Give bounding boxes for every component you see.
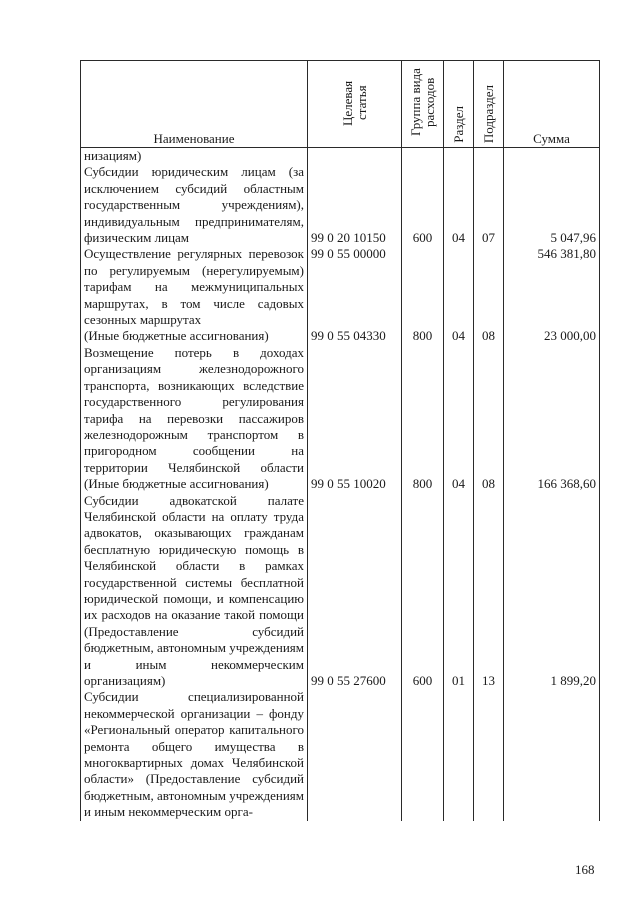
row-subsection: 13 <box>474 493 504 690</box>
row-sum: 166 368,60 <box>504 345 600 493</box>
row-sum: 23 000,00 <box>504 328 600 344</box>
row-subsection: 08 <box>474 328 504 344</box>
row-subsection: 08 <box>474 345 504 493</box>
row-section: 04 <box>444 345 474 493</box>
header-expense-group <box>402 61 444 148</box>
table-row <box>81 689 600 820</box>
row-name: (Иные бюджетные ассигнования) <box>81 328 308 344</box>
table-row <box>81 493 600 690</box>
row-name: Субсидии адвокатской палате Челябинской области на оплату труда адвокатов, оказывающих гражданам бесплатную юридическую помощь в Челябинской области в рамках государственной системы бесплатной юридической помощи, и компенсацию их расходов на оказание такой помощи (Предоставление субсидий бюджетным, автономным учреждениям и иным некоммерческим организациям) <box>81 493 308 690</box>
row-sum: 1 899,20 <box>504 493 600 690</box>
header-target-article <box>308 61 402 148</box>
row-code: 99 0 55 00000 <box>308 246 402 328</box>
row-sum <box>504 689 600 820</box>
table-row <box>81 246 600 328</box>
header-subsection <box>474 61 504 148</box>
table-row <box>81 148 600 247</box>
budget-table <box>80 60 600 821</box>
page-number: 168 <box>575 862 595 877</box>
header-name: Наименование <box>81 61 308 148</box>
header-target-article-text: Целевая статья <box>339 80 369 126</box>
row-group: 800 <box>402 328 444 344</box>
row-section: 04 <box>444 148 474 247</box>
row-code: 99 0 55 04330 <box>308 328 402 344</box>
row-subsection: 07 <box>474 148 504 247</box>
row-code: 99 0 55 27600 <box>308 493 402 690</box>
row-section <box>444 689 474 820</box>
header-sum: Сумма <box>504 61 600 148</box>
row-code <box>308 689 402 820</box>
table-row <box>81 328 600 344</box>
row-sum: 5 047,96 <box>504 148 600 247</box>
header-subsection-text: Подраздел <box>480 84 496 143</box>
header-section-text: Раздел <box>450 106 466 143</box>
row-name: Возмещение потерь в доходах организациям железнодорожного транспорта, возникающих вследствие государственного регулирования тарифа на перевозки пассажиров железнодорожным транспортом в пригородном сообщении на территории Челябинской области (Иные бюджетные ассигнования) <box>81 345 308 493</box>
row-subsection <box>474 246 504 328</box>
table-row <box>81 345 600 493</box>
table-header-row <box>81 61 600 148</box>
row-code: 99 0 55 10020 <box>308 345 402 493</box>
row-name: Субсидии специализированной некоммерческой организации – фонду «Региональный оператор капитального ремонта общего имущества в многоквартирных домах Челябинской области» (Предоставление субсидий бюджетным, автономным учреждениям и иным некоммерческим орга- <box>81 689 308 820</box>
header-section <box>444 61 474 148</box>
row-subsection <box>474 689 504 820</box>
row-group: 800 <box>402 345 444 493</box>
row-name: низациям) Субсидии юридическим лицам (за исключением субсидий областным государственным учреждениям), индивидуальным предпринимателям, физическим лицам <box>81 148 308 247</box>
row-group: 600 <box>402 493 444 690</box>
row-group <box>402 689 444 820</box>
row-group: 600 <box>402 148 444 247</box>
row-section: 01 <box>444 493 474 690</box>
row-code: 99 0 20 10150 <box>308 148 402 247</box>
row-name: Осуществление регулярных перевозок по регулируемым (нерегулируемым) тарифам на межмуниципальных маршрутах, в том числе садовых сезонных маршрутах <box>81 246 308 328</box>
row-sum: 546 381,80 <box>504 246 600 328</box>
row-section <box>444 246 474 328</box>
row-section: 04 <box>444 328 474 344</box>
row-group <box>402 246 444 328</box>
header-expense-group-text: Группа вида расходов <box>407 68 437 136</box>
